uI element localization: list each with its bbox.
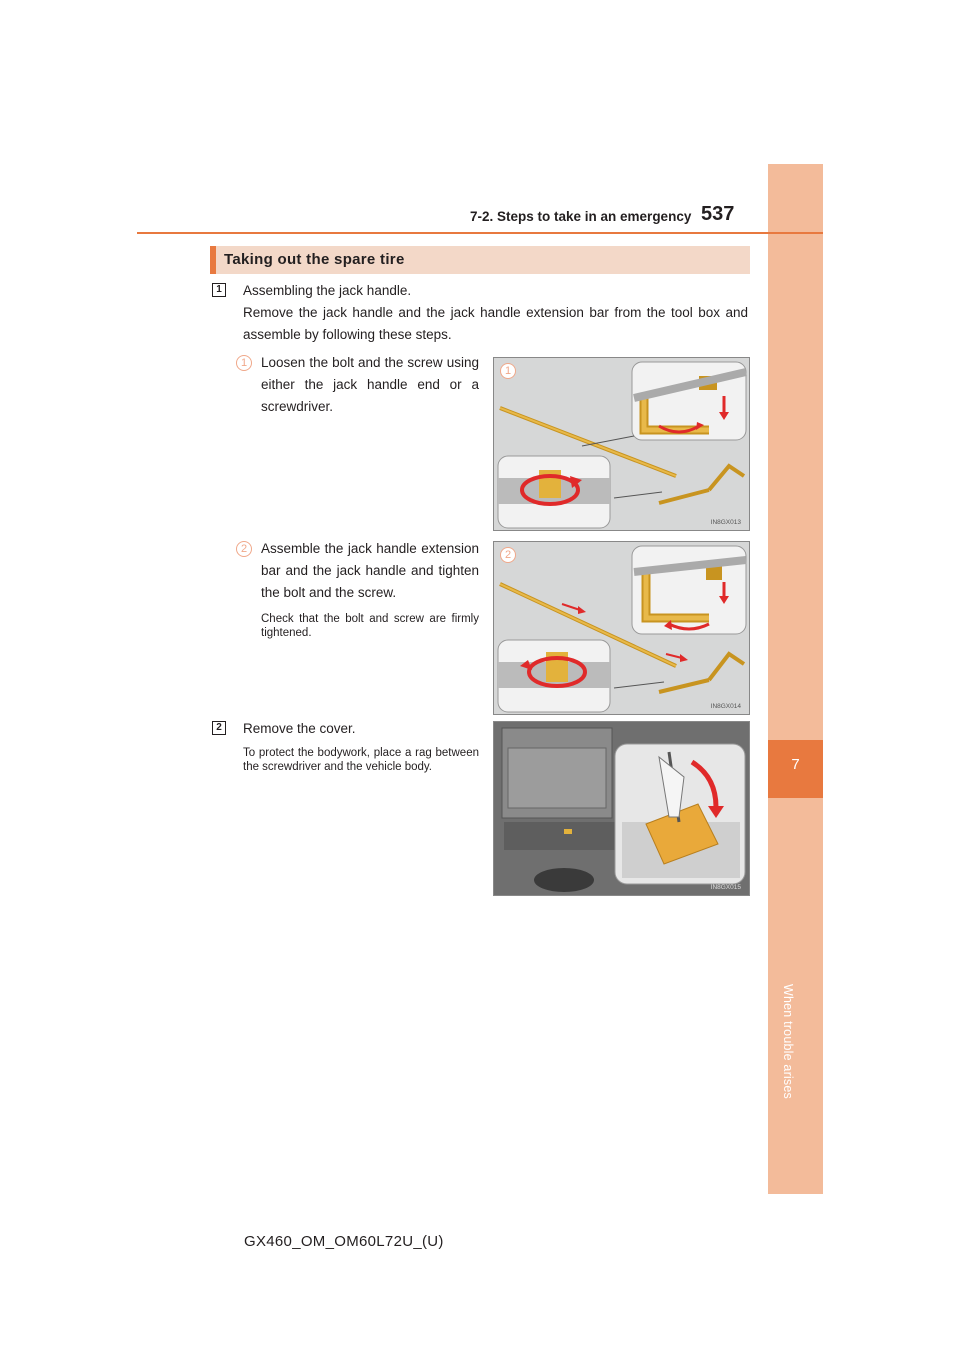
remove-cover-illustration [494,722,750,896]
figure-code: IN8GX015 [710,884,741,891]
jack-handle-loosen-figure [493,357,750,531]
document-code-footer: GX460_OM_OM60L72U_(U) [244,1233,444,1250]
substep-text: Assemble the jack handle extension bar and the jack handle and tighten the bolt and the screw. [261,541,479,600]
figure-badge: 1 [500,363,516,379]
step-marker: 1 [212,283,226,297]
figure-code: IN8GX013 [710,519,741,526]
substep-marker: 2 [236,541,252,557]
remove-cover-figure [493,721,750,896]
section-heading: Taking out the spare tire [224,251,405,268]
chapter-side-tab [768,164,823,1194]
jack-handle-loosen-illustration [494,358,750,531]
header-section-title: 7-2. Steps to take in an emergency [470,209,692,224]
chapter-number-tab [768,740,823,798]
substep-note: Check that the bolt and screw are firmly tightened. [261,613,479,639]
step-note: To protect the bodywork, place a rag between the screwdriver and the vehicle body. [243,747,479,773]
substep-text: Loosen the bolt and the screw using either the jack handle end or a screwdriver. [261,355,479,414]
step-marker: 2 [212,721,226,735]
figure-code: IN8GX014 [710,703,741,710]
step-title: Remove the cover. [243,721,356,736]
substep-marker: 1 [236,355,252,371]
step-body: Remove the jack handle and the jack handle extension bar from the tool box and assemble by following these steps. [243,305,748,342]
chapter-title: When trouble arises [781,984,795,1099]
jack-handle-assemble-illustration [494,542,750,715]
page-number: 537 [701,203,735,225]
chapter-title-vertical [768,164,823,1194]
section-heading-bar [210,246,750,274]
figure-badge: 2 [500,547,516,563]
chapter-number: 7 [791,756,800,773]
jack-handle-assemble-figure [493,541,750,715]
step-title: Assembling the jack handle. [243,283,412,298]
header-rule [137,232,823,234]
